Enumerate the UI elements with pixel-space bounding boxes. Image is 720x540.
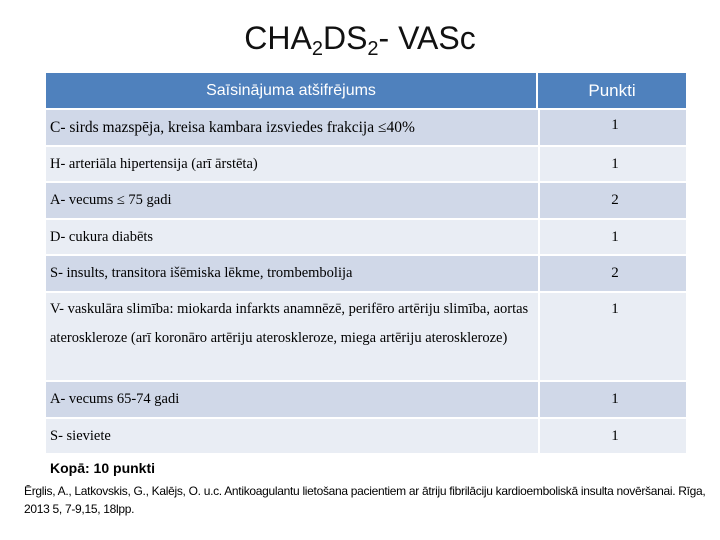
- row-desc-h: H- arteriāla hipertensija (arī ārstēta): [46, 145, 538, 181]
- score-table: [46, 73, 686, 453]
- row-desc-a2: A- vecums 65-74 gadi: [46, 380, 538, 417]
- reference-citation: Ērglis, A., Latkovskis, G., Kalējs, O. u.c. Antikoagulantu lietošana pacientiem ar ātriju fibrilāciju kardioemboliskā insulta novēršanai. Rīga, 2013 5, 7-9,15, 18lpp.: [24, 484, 706, 516]
- total-summary: Kopā: 10 punkti: [50, 460, 156, 476]
- row-points-d: 1: [538, 218, 686, 254]
- title-subscript-1: 2: [311, 38, 323, 60]
- title-part-vasc: - VASc: [378, 20, 476, 56]
- row-desc-c: C- sirds mazspēja, kreisa kambara izsviedes frakcija ≤40%: [46, 108, 538, 145]
- header-points: Punkti: [538, 73, 686, 108]
- title-part-cha: CHA: [244, 20, 312, 56]
- header-description: Saīsinājuma atšifrējums: [46, 73, 538, 108]
- row-points-s2: 1: [538, 417, 686, 453]
- row-points-v: 1: [538, 291, 686, 380]
- row-desc-s2: S- sieviete: [46, 417, 538, 453]
- row-points-a: 2: [538, 181, 686, 218]
- slide-title: [0, 18, 720, 58]
- row-points-a2: 1: [538, 380, 686, 417]
- row-desc-s: S- insults, transitora išēmiska lēkme, trombembolija: [46, 254, 538, 291]
- row-points-s: 2: [538, 254, 686, 291]
- row-points-c: 1: [538, 108, 686, 145]
- title-part-ds: DS: [322, 20, 368, 56]
- row-desc-a: A- vecums ≤ 75 gadi: [46, 181, 538, 218]
- title-subscript-2: 2: [367, 38, 379, 60]
- row-points-h: 1: [538, 145, 686, 181]
- row-desc-v: V- vaskulāra slimība: miokarda infarkts anamnēzē, perifēro artēriju slimība, aortas ateroskleroze (arī koronāro artēriju ateroskleroze, miega artēriju ateroskleroze): [46, 291, 538, 380]
- row-desc-d: D- cukura diabēts: [46, 218, 538, 254]
